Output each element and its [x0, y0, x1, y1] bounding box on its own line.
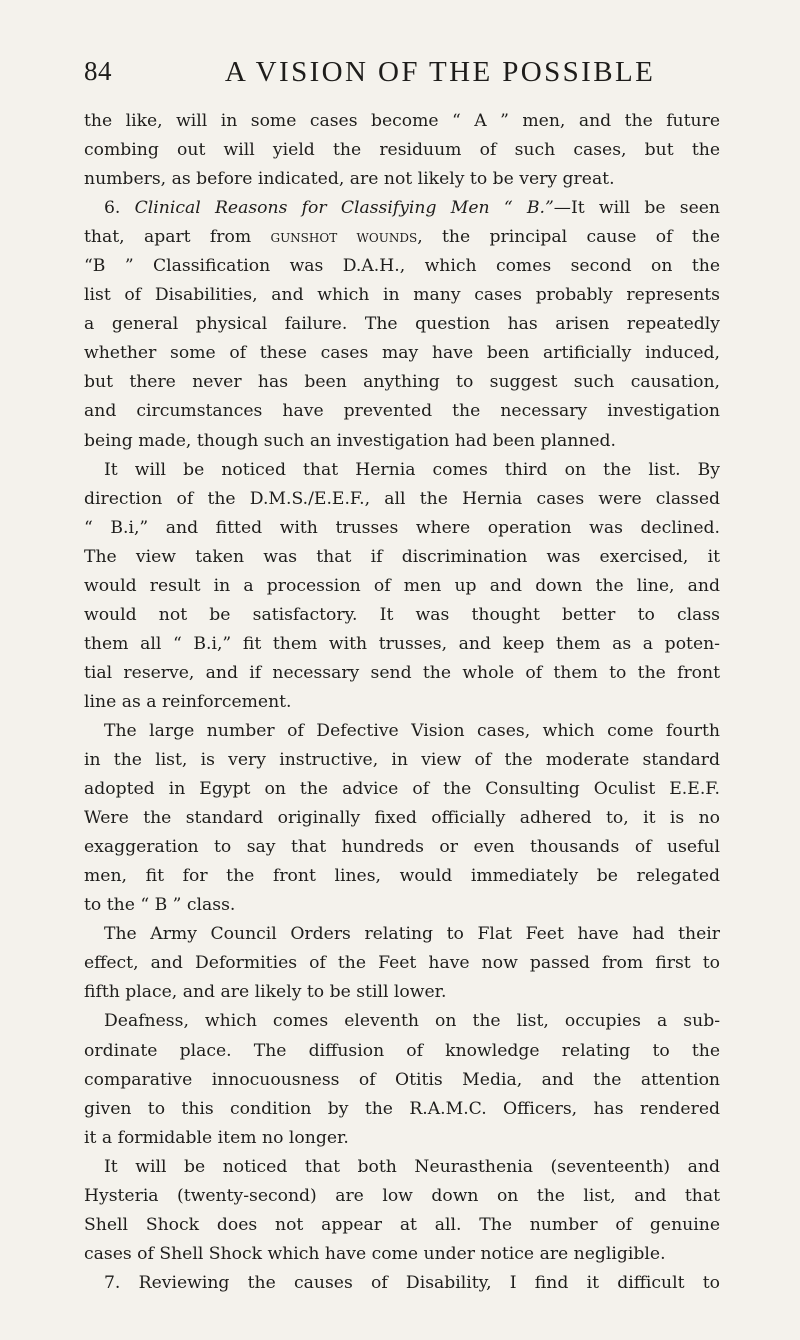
text-line: given to this condition by the R.A.M.C. Officers, has rendered — [84, 1098, 720, 1119]
page-header — [84, 56, 716, 96]
page-number: 84 — [84, 56, 112, 86]
text-line: Hysteria (twenty-second) are low down on the list, and that — [84, 1185, 720, 1206]
text-line: them all “ B.i,” fit them with trusses, and keep them as a poten- — [84, 633, 720, 654]
text-line: Shell Shock does not appear at all. The number of genuine — [84, 1214, 720, 1235]
text-line: cases of Shell Shock which have come under notice are negligible. — [84, 1243, 666, 1264]
section-heading-line — [84, 194, 720, 223]
text-line: in the list, is very instructive, in view of the moderate standard — [84, 750, 720, 771]
text-line: “ B.i,” and fitted with trusses where operation was declined. — [84, 517, 720, 538]
text-line: ordinate place. The diffusion of knowledge relating to the — [84, 1040, 720, 1061]
text-line: 7. Reviewing the causes of Disability, I find it difficult to — [104, 1272, 720, 1293]
text-line: whether some of these cases may have been artificially induced, — [84, 343, 720, 364]
text-run: that, apart from — [84, 227, 271, 248]
text-line: but there never has been anything to suggest such causation, — [84, 372, 720, 393]
text-line: would result in a procession of men up and down the line, and — [84, 575, 720, 596]
text-line: It will be noticed that both Neurasthenia (seventeenth) and — [104, 1156, 720, 1177]
small-caps-term: gunshot wounds — [270, 227, 418, 248]
text-line — [84, 223, 720, 252]
text-line: The large number of Defective Vision cases, which come fourth — [104, 720, 720, 741]
text-line: numbers, as before indicated, are not likely to be very great. — [84, 169, 615, 190]
text-line: and circumstances have prevented the necessary investigation — [84, 401, 720, 422]
text-line: combing out will yield the residuum of such cases, but the — [84, 140, 720, 161]
text-line: being made, though such an investigation had been planned. — [84, 430, 616, 451]
text-line: “B ” Classification was D.A.H., which comes second on the — [84, 256, 720, 277]
text-line: tial reserve, and if necessary send the whole of them to the front — [84, 662, 720, 683]
text-line: fifth place, and are likely to be still lower. — [84, 982, 447, 1003]
text-line: adopted in Egypt on the advice of the Consulting Oculist E.E.F. — [84, 779, 720, 800]
text-line: a general physical failure. The question has arisen repeatedly — [84, 314, 720, 335]
text-line: line as a reinforcement. — [84, 691, 292, 712]
text-line: to the “ B ” class. — [84, 895, 236, 916]
running-title: A VISION OF THE POSSIBLE — [224, 56, 656, 88]
text-line: Deafness, which comes eleventh on the list, occupies a sub- — [104, 1011, 720, 1032]
text-line: direction of the D.M.S./E.E.F., all the Hernia cases were classed — [84, 488, 720, 509]
section-number: 6. — [104, 198, 135, 219]
text-run: , the principal cause of the — [417, 227, 720, 248]
body-text — [84, 107, 720, 1298]
text-line: The view taken was that if discrimination was exercised, it — [84, 546, 720, 567]
text-line: effect, and Deformities of the Feet have now passed from first to — [84, 953, 720, 974]
text-line: It will be noticed that Hernia comes third on the list. By — [104, 459, 720, 480]
text-line: it a formidable item no longer. — [84, 1127, 349, 1148]
text-line: comparative innocuousness of Otitis Media, and the attention — [84, 1069, 720, 1090]
text-line: list of Disabilities, and which in many cases probably represents — [84, 285, 720, 306]
text-line: Were the standard originally fixed officially adhered to, it is no — [84, 808, 720, 829]
text-run: —It will be seen — [553, 198, 720, 219]
text-line: men, fit for the front lines, would immediately be relegated — [84, 866, 720, 887]
text-line: the like, will in some cases become “ A ” men, and the future — [84, 111, 720, 131]
text-line: would not be satisfactory. It was thought better to class — [84, 604, 720, 625]
text-line: The Army Council Orders relating to Flat Feet have had their — [104, 924, 720, 945]
section-heading: Clinical Reasons for Classifying Men “ B.” — [134, 198, 554, 219]
text-line: exaggeration to say that hundreds or even thousands of useful — [84, 837, 720, 858]
